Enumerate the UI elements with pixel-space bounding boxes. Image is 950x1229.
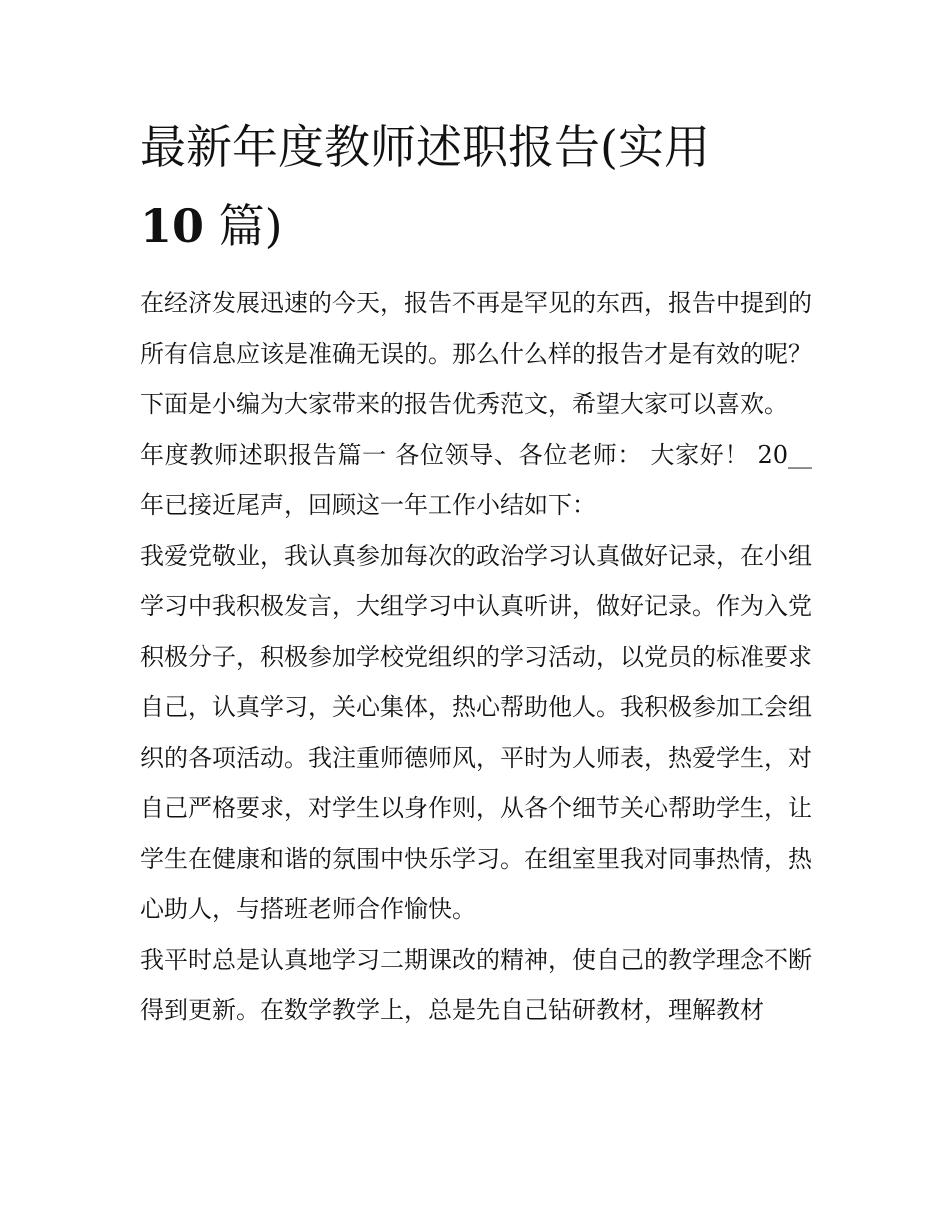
- title-suffix: 篇): [204, 199, 283, 253]
- document-page: [140, 108, 812, 1036]
- paragraph-greeting: 年度教师述职报告篇一 各位领导、各位老师： 大家好！ 20__年已接近尾声，回顾这一年工作小结如下：: [140, 440, 812, 519]
- title-number: 10: [140, 199, 205, 253]
- title-main: 最新年度教师述职报告(实用: [140, 120, 710, 174]
- paragraph-ethics: 我爱党敬业，我认真参加每次的政治学习认真做好记录，在小组学习中我积极发言，大组学习中认真听讲，做好记录。作为入党积极分子，积极参加学校党组织的学习活动，以党员的标准要求自己，认真学习，关心集体，热心帮助他人。我积极参加工会组织的各项活动。我注重师德师风，平时为人师表，热爱学生，对自己严格要求，对学生以身作则，从各个细节关心帮助学生，让学生在健康和谐的氛围中快乐学习。在组室里我对同事热情，热心助人，与搭班老师合作愉快。: [140, 541, 812, 923]
- paragraph-intro: 在经济发展迅速的今天，报告不再是罕见的东西，报告中提到的所有信息应该是准确无误的。那么什么样的报告才是有效的呢？下面是小编为大家带来的报告优秀范文，希望大家可以喜欢。: [140, 289, 812, 418]
- paragraph-teaching: 我平时总是认真地学习二期课改的精神，使自己的教学理念不断得到更新。在数学教学上，总是先自己钻研教材，理解教材: [140, 945, 812, 1024]
- document-title: [140, 108, 812, 266]
